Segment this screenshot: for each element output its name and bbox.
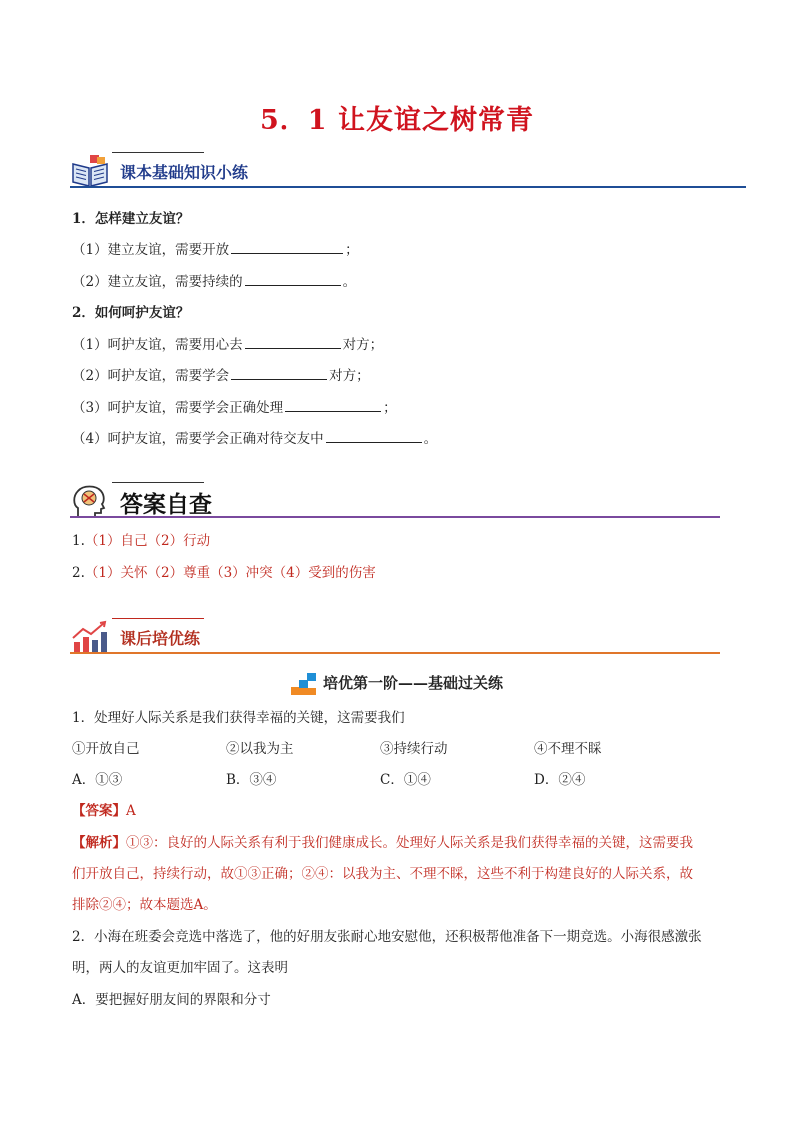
header-top-rule: [112, 618, 204, 619]
analysis-label: 【解析】: [72, 835, 126, 851]
section-label: 课后培优练: [120, 629, 201, 648]
bar-chart-icon: [70, 620, 110, 654]
statement-2: ②以我为主: [226, 741, 294, 757]
text: （2）建立友谊，需要持续的: [72, 274, 243, 290]
answer-1: [72, 529, 210, 549]
fill-blank[interactable]: [245, 334, 341, 349]
analysis-text: ①③：良好的人际关系有利于我们健康成长。处理好人际关系是我们获得幸福的关键，这需要我: [126, 835, 693, 851]
fill-blank[interactable]: [285, 397, 381, 412]
question-1-item-1: [72, 238, 359, 258]
section-label: 答案自查: [120, 491, 212, 518]
analysis-line-1: [72, 831, 693, 851]
choice-c[interactable]: C．①④: [380, 772, 431, 788]
text: 。: [342, 274, 357, 290]
section-label: 课本基础知识小练: [120, 163, 249, 182]
answer-text: （1）关怀（2）尊重（3）冲突（4）受到的伤害: [84, 565, 376, 581]
question-2-item-2: [72, 364, 370, 384]
exercise-2-choice-a[interactable]: A．要把握好朋友间的界限和分寸: [72, 992, 271, 1008]
sub-section-title: [0, 672, 794, 695]
fill-blank[interactable]: [245, 271, 341, 286]
exercise-2-stem-2: 明，两人的友谊更加牢固了。这表明: [72, 960, 288, 976]
statement-4: ④不理不睬: [534, 741, 602, 757]
thinking-head-icon: [70, 484, 110, 518]
header-top-rule: [112, 152, 204, 153]
text: （4）呵护友谊，需要学会正确对待交友中: [72, 431, 324, 447]
analysis-line-3: 排除②④；故本题选A。: [72, 897, 217, 913]
stairs-icon: [291, 673, 317, 695]
section-header-textbook-practice: [70, 152, 746, 188]
section-header-after-class: [70, 618, 720, 654]
section-header-answer-check: [70, 482, 720, 518]
header-top-rule: [112, 482, 204, 483]
answer-value: A: [126, 803, 136, 819]
choice-a[interactable]: A．①③: [72, 772, 123, 788]
analysis-line-2: 们开放自己，持续行动，故①③正确；②④：以我为主、不理不睬，这些不利于构建良好的人际关系，故: [72, 866, 693, 882]
text: （3）呵护友谊，需要学会正确处理: [72, 400, 284, 416]
fill-blank[interactable]: [231, 239, 343, 254]
choice-b[interactable]: B．③④: [226, 772, 277, 788]
answer-2: [72, 561, 376, 581]
statement-3: ③持续行动: [380, 741, 448, 757]
question-2: 2．如何呵护友谊？: [72, 305, 190, 321]
statement-1: ①开放自己: [72, 741, 140, 757]
exercise-1-stem: 1．处理好人际关系是我们获得幸福的关键，这需要我们: [72, 710, 405, 726]
text: ；: [383, 400, 397, 416]
question-1-item-2: [72, 270, 356, 290]
question-1: 1．怎样建立友谊？: [72, 211, 190, 227]
text: 对方；: [329, 368, 370, 384]
page-title: 5．1 让友谊之树常青: [260, 105, 534, 136]
answer-number: 2.: [72, 565, 85, 581]
choice-d[interactable]: D．②④: [534, 772, 586, 788]
answer-label: 【答案】: [72, 803, 126, 819]
section-rule: [70, 652, 720, 654]
question-2-item-1: [72, 333, 383, 353]
text: （2）呵护友谊，需要学会: [72, 368, 230, 384]
question-2-item-3: [72, 396, 397, 416]
question-2-item-4: [72, 427, 437, 447]
text: 对方；: [342, 337, 384, 353]
text: 。: [423, 431, 438, 447]
text: （1）建立友谊，需要开放: [72, 242, 230, 258]
sub-title-text: 培优第一阶——基础过关练: [322, 674, 503, 692]
section-rule: [70, 186, 746, 188]
section-rule: [70, 516, 720, 518]
text: ；: [345, 242, 359, 258]
exercise-2-stem-1: 2．小海在班委会竞选中落选了，他的好朋友张耐心地安慰他，还积极帮他准备下一期竞选。小海很感激张: [72, 929, 702, 945]
book-icon: [70, 154, 110, 188]
fill-blank[interactable]: [231, 365, 327, 380]
answer-number: 1.: [72, 533, 85, 549]
fill-blank[interactable]: [326, 428, 422, 443]
answer-line: [72, 799, 136, 819]
answer-text: （1）自己（2）行动: [84, 533, 211, 549]
text: （1）呵护友谊，需要用心去: [72, 337, 243, 353]
